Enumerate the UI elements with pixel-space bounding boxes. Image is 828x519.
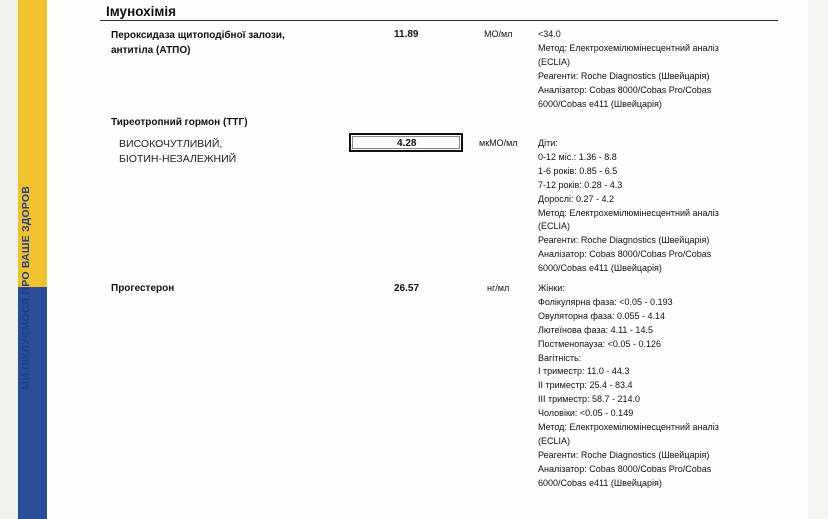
test-name-tsh: Тиреотропний гормон (ТТГ) (111, 117, 248, 128)
brand-side-stripe (18, 0, 47, 519)
test-unit-atpo: МО/мл (484, 29, 513, 39)
test-value-progesterone: 26.57 (394, 283, 420, 294)
section-divider (100, 20, 778, 21)
reference-tsh: Діти: 0-12 міс.: 1.36 - 8.8 1-6 років: 0.85 - 6.5 7-12 років: 0.28 - 4.3 Дорослі: 0.27 - 4.2 Метод: Електрохемілюмінесцентний аналіз (ECLIA) Реагенти: Roche Diagnostics (Швейцарія) Аналізатор: Cobas 8000/Cobas Pro/Cobas 6000/Cobas e411 (Швейцарія) (538, 138, 719, 274)
brand-slogan: МИ ПІКЛУЄМОСЯ ПРО ВАШЕ ЗДОРОВ (20, 186, 32, 390)
test-name-progesterone: Прогестерон (111, 283, 175, 294)
reference-progesterone: Жінки: Фолікулярна фаза: <0.05 - 0.193 Овуляторна фаза: 0.055 - 4.14 Лютеїнова фаза: 4.11 - 14.5 Постменопауза: <0.05 - 0.126 Вагітність: I триместр: 11.0 - 44.3 II триместр: 25.4 - 83.4 III триместр: 58.7 - 214.0 Чоловіки: <0.05 - 0.149 Метод: Електрохемілюмінесцентний аналіз (ECLIA) Реагенти: Roche Diagnostics (Швейцарія) Аналізатор: Cobas 8000/Cobas Pro/Cobas 6000/Cobas e411 (Швейцарія) (538, 283, 719, 488)
test-unit-progesterone: нг/мл (487, 283, 510, 293)
reference-atpo: <34.0 Метод: Електрохемілюмінесцентний аналіз (ECLIA) Реагенти: Roche Diagnostics (Швейцарія) Аналізатор: Cobas 8000/Cobas Pro/Cobas 6000/Cobas e411 (Швейцарія) (538, 29, 719, 109)
test-unit-tsh: мкМО/мл (479, 138, 518, 148)
page-right-margin (808, 0, 828, 519)
test-subname-tsh: ВИСОКОЧУТЛИВИЙ, БІОТИН-НЕЗАЛЕЖНИЙ (119, 138, 237, 165)
test-value-tsh: 4.28 (397, 138, 417, 149)
page-left-margin (0, 0, 18, 519)
test-name-atpo: Пероксидаза щитоподібної залози, антитіла (АТПО) (111, 30, 285, 56)
test-value-atpo: 11.89 (394, 29, 419, 40)
section-title: Імунохімія (106, 4, 177, 19)
